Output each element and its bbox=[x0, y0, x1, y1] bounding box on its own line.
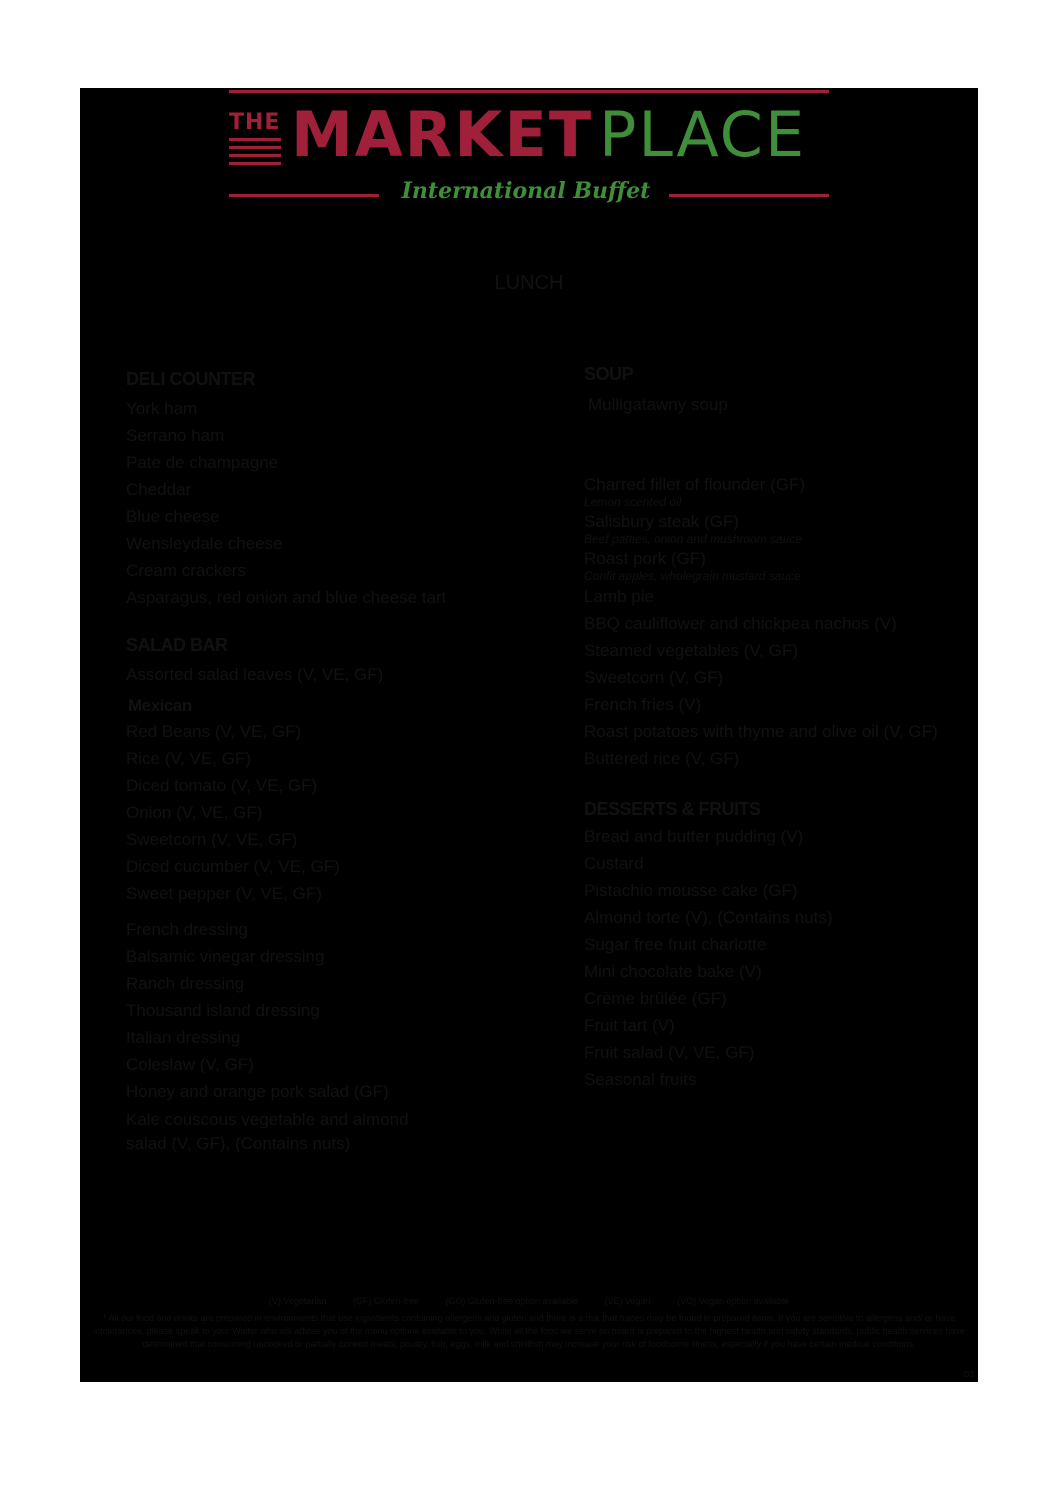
menu-item-note: Lemon scented oil bbox=[584, 495, 682, 509]
menu-item: French dressing bbox=[126, 920, 248, 939]
menu-item: Custard bbox=[584, 854, 644, 873]
menu-item: Buttered rice (V, GF) bbox=[584, 749, 740, 768]
menu-item-continued: salad (V, GF), (Contains nuts) bbox=[126, 1134, 351, 1153]
menu-item: Cheddar bbox=[126, 480, 192, 499]
menu-item: BBQ cauliflower and chickpea nachos (V) bbox=[584, 614, 897, 633]
menu-title: LUNCH bbox=[494, 272, 564, 294]
menu-item-note: Beef patties, onion and mushroom sauce bbox=[584, 532, 803, 546]
menu-item: Roast pork (GF) bbox=[584, 549, 706, 568]
menu-item: Cream crackers bbox=[126, 561, 246, 580]
left-column bbox=[126, 367, 546, 1156]
menu-item: Blue cheese bbox=[126, 507, 220, 526]
menu-item: Kale couscous vegetable and almond bbox=[126, 1110, 409, 1129]
deli-heading: DELI COUNTER bbox=[126, 369, 255, 389]
menu-item: Lamb pie bbox=[584, 587, 654, 606]
allergen-disclaimer: * All our food and drinks are prepared in environments that use ingredients containing allergens and gluten and there is a risk that traces may be found in prepared items. If you are sensitive to allergens and/ or have intolerances, please speak to your Waiter who will advise you of the menu options available to you. While all the food we serve on board is prepared to the highest health and safety standards, public health services have determined that consuming uncooked or partially cooked meats, poultry, fish, eggs, milk and shellfish may increase your risk of foodborne illness, especially if you have certain medical conditions. bbox=[93, 1313, 965, 1349]
menu-item: French fries (V) bbox=[584, 695, 702, 714]
logo-lines-icon bbox=[229, 138, 281, 170]
menu-item: Roast potatoes with thyme and olive oil (V, GF) bbox=[584, 722, 938, 741]
menu-item: Almond torte (V), (Contains nuts) bbox=[584, 908, 833, 927]
menu-item: Honey and orange pork salad (GF) bbox=[126, 1082, 389, 1101]
menu-item: York ham bbox=[126, 399, 198, 418]
menu-item: Pate de champagne bbox=[126, 453, 279, 472]
menu-item: Serrano ham bbox=[126, 426, 225, 445]
menu-item: Ranch dressing bbox=[126, 974, 245, 993]
menu-item: Asparagus, red onion and blue cheese tart bbox=[126, 588, 447, 607]
legend-item: (VO) Vegan option available bbox=[677, 1296, 790, 1306]
logo-place: PLACE bbox=[599, 98, 807, 171]
dietary-legend bbox=[80, 1296, 978, 1306]
legend-item: (V) Vegetarian bbox=[268, 1296, 327, 1306]
legend-item: (VE) Vegan bbox=[604, 1296, 651, 1306]
menu-item: Salisbury steak (GF) bbox=[584, 512, 739, 531]
mexican-heading: Mexican bbox=[128, 696, 192, 715]
menu-item: Charred fillet of flounder (GF) bbox=[584, 475, 806, 494]
menu-item: Seasonal fruits bbox=[584, 1070, 697, 1089]
logo-the: THE bbox=[229, 110, 281, 135]
menu-item: Sweetcorn (V, VE, GF) bbox=[126, 830, 298, 849]
menu-item: Diced tomato (V, VE, GF) bbox=[126, 776, 318, 795]
menu-item: Bread and butter pudding (V) bbox=[584, 827, 804, 846]
right-column bbox=[584, 362, 978, 1093]
logo-top-rule bbox=[229, 90, 829, 93]
menu-item: Rice (V, VE, GF) bbox=[126, 749, 252, 768]
menu-item: Onion (V, VE, GF) bbox=[126, 803, 263, 822]
menu-item: Red Beans (V, VE, GF) bbox=[126, 722, 302, 741]
menu-item: Fruit tart (V) bbox=[584, 1016, 675, 1035]
menu-item: Sweet pepper (V, VE, GF) bbox=[126, 884, 322, 903]
menu-code: D3 bbox=[963, 1370, 974, 1379]
logo-bottom-rule-right bbox=[669, 194, 829, 197]
menu-item: Steamed vegetables (V, GF) bbox=[584, 641, 798, 660]
menu-item-note: Confit apples, wholegrain mustard sauce bbox=[584, 569, 801, 583]
menu-item: Wensleydale cheese bbox=[126, 534, 283, 553]
menu-item: Sugar free fruit charlotte bbox=[584, 935, 767, 954]
salad-heading: SALAD BAR bbox=[126, 635, 228, 655]
menu-item: Fruit salad (V, VE, GF) bbox=[584, 1043, 755, 1062]
menu-item: Mulligatawny soup bbox=[588, 395, 728, 414]
legend-item: (GF) Gluten-free bbox=[352, 1296, 419, 1306]
menu-page bbox=[80, 88, 978, 1382]
menu-item: Thousand island dressing bbox=[126, 1001, 320, 1020]
menu-item: Italian dressing bbox=[126, 1028, 241, 1047]
menu-item: Diced cucumber (V, VE, GF) bbox=[126, 857, 340, 876]
menu-item: Sweetcorn (V, GF) bbox=[584, 668, 724, 687]
menu-item: Assorted salad leaves (V, VE, GF) bbox=[126, 665, 384, 684]
menu-item: Mini chocolate bake (V) bbox=[584, 962, 762, 981]
legend-item: (GO) Gluten-free option available bbox=[445, 1296, 579, 1306]
soup-heading: SOUP bbox=[584, 364, 634, 384]
menu-item: Pistachio mousse cake (GF) bbox=[584, 881, 798, 900]
logo-subtitle: International Buffet bbox=[401, 178, 651, 204]
logo-market: MARKET bbox=[291, 98, 594, 171]
marketplace-logo bbox=[229, 88, 829, 218]
logo-bottom-rule-left bbox=[229, 194, 379, 197]
desserts-heading: DESSERTS & FRUITS bbox=[584, 799, 761, 819]
menu-item: Coleslaw (V, GF) bbox=[126, 1055, 254, 1074]
menu-item: Balsamic vinegar dressing bbox=[126, 947, 325, 966]
menu-item: Crème brûlée (GF) bbox=[584, 989, 727, 1008]
